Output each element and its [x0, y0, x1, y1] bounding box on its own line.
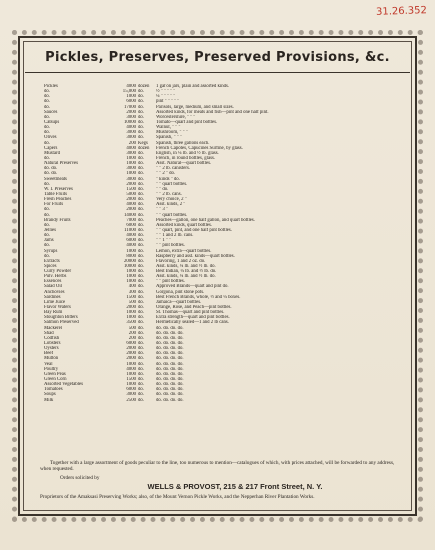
description: do. do. do. do.: [156, 330, 184, 336]
quantity: 5000: [126, 191, 136, 197]
quantity: 1000: [126, 171, 136, 177]
description: do. do. do. do.: [156, 366, 184, 372]
quantity: 10000: [124, 263, 136, 269]
description: Assorted kinds, quart bottles.: [156, 222, 213, 228]
title-rule: [25, 72, 410, 73]
product-name: Oysters: [44, 346, 59, 352]
description: Asst. kinds, ¼ lb. and ½ lb. do.: [156, 274, 216, 280]
quantity: 1500: [126, 377, 136, 383]
unit: do.: [138, 289, 144, 295]
description: " " 1 " ": [156, 238, 172, 244]
quantity: 3000: [126, 166, 136, 172]
description: do. do. do. do.: [156, 377, 184, 383]
product-name: Natural Preserves: [44, 161, 78, 167]
quantity: 2000: [126, 109, 136, 115]
unit: do.: [138, 351, 144, 357]
description: do. do. do. do.: [156, 351, 184, 357]
quantity: 6000: [126, 222, 136, 228]
description: Orange, Rose, and Peach—pint bottles.: [156, 305, 232, 311]
description: " " 2 lb. canisters.: [156, 166, 191, 172]
unit: do.: [138, 191, 144, 197]
unit: do.: [138, 125, 144, 131]
quantity: 20000: [124, 258, 136, 264]
quantity: 1000: [126, 315, 136, 321]
unit: do.: [138, 397, 144, 403]
unit: do.: [138, 243, 144, 249]
description: Very choice, 2 ": [156, 197, 187, 203]
product-name: Salmon Preserved: [44, 320, 79, 326]
product-name: do.: [44, 233, 50, 239]
unit: do.: [138, 248, 144, 254]
product-name: Lobsters: [44, 341, 61, 347]
description: Worcestershire, " " ": [156, 114, 196, 120]
product-name: do.: [44, 114, 50, 120]
unit: do.: [138, 371, 144, 377]
description: do. do. do. do.: [156, 392, 184, 398]
quantity: 10000: [124, 119, 136, 125]
unit: do.: [138, 197, 144, 203]
quantity: 4000: [126, 125, 136, 131]
description: " " 2 lb. cans.: [156, 191, 182, 197]
description: Walnut, " " ": [156, 125, 181, 131]
quantity: 2000: [126, 356, 136, 362]
product-name: do.: [44, 155, 50, 161]
quantity: 4000: [126, 84, 136, 89]
description: Best Indian, ¼ lb. and ½ lb. do.: [156, 269, 217, 275]
description: Asst. kinds, 2 ": [156, 202, 186, 208]
quantity: 1000: [126, 274, 136, 280]
description: Parisols, large, medium, and small sizes.: [156, 104, 234, 110]
unit: do.: [138, 335, 144, 341]
product-name: Pulv. Herbs: [44, 274, 67, 280]
product-name: Flavor Waters: [44, 305, 71, 311]
product-name: Assorted Vegetables: [44, 382, 83, 388]
description: " " pint bottles.: [156, 243, 185, 249]
description: " " quart, pint, and one half pint bottles.: [156, 227, 232, 233]
footer-block: [40, 460, 400, 500]
description: Spanish, " " ": [156, 135, 182, 141]
unit: do.: [138, 361, 144, 367]
quantity: 500: [128, 299, 136, 305]
unit: do.: [138, 392, 144, 398]
description: Spanish, three gallons each.: [156, 140, 210, 146]
quantity: 3000: [126, 130, 136, 136]
quantity: 2000: [126, 351, 136, 357]
unit: do.: [138, 320, 144, 326]
unit: do.: [138, 119, 144, 125]
archive-annotation: 31.26.352: [375, 5, 428, 18]
product-name: Salad Oil: [44, 284, 62, 290]
product-name: Poultry: [44, 366, 59, 372]
quantity: 4000: [126, 243, 136, 249]
product-name: Lime Juice: [44, 299, 66, 305]
description: do. do. do. do.: [156, 346, 184, 352]
unit: do.: [138, 171, 144, 177]
description: Assorted kinds, for meats and fish—pint and one half pint.: [156, 109, 269, 115]
product-name: Bay Rum: [44, 310, 63, 316]
unit: do.: [138, 166, 144, 172]
product-name: Table Fruits: [44, 191, 67, 197]
product-name: Mutton: [44, 356, 59, 362]
product-list: [44, 84, 399, 403]
quantity: 1000: [126, 155, 136, 161]
product-name: Olives: [44, 135, 57, 141]
quantity: 2000: [126, 346, 136, 352]
description: do. do. do. do.: [156, 325, 184, 331]
quantity: 1000: [126, 94, 136, 100]
unit: do.: [138, 161, 144, 167]
quantity: 400: [128, 284, 136, 290]
unit: do.: [138, 330, 144, 336]
quantity: 7000: [126, 217, 136, 223]
product-name: Spices: [44, 263, 57, 269]
product-name: do.: [44, 207, 50, 213]
description: " " quart bottles.: [156, 181, 188, 187]
description: 1 gal'on jars, plain and assorted kinds.: [156, 84, 230, 89]
quantity: 6000: [126, 341, 136, 347]
description: " " do.: [156, 186, 169, 192]
description: Mushroom, " " ": [156, 130, 188, 136]
product-name: do. do.: [44, 166, 58, 172]
quantity: 300: [128, 289, 136, 295]
product-name: do.: [44, 253, 50, 259]
unit: do.: [138, 387, 144, 393]
description: Asst. kinds, ¼ lb. and ½ lb. do.: [156, 263, 216, 269]
quantity: 1000: [126, 382, 136, 388]
product-name: do.: [44, 125, 50, 131]
unit: dozen: [138, 84, 150, 89]
description: pint " " " " ": [156, 99, 180, 105]
description: do. do. do. do.: [156, 356, 184, 362]
product-name: Sardines: [44, 294, 61, 300]
quantity: 6000: [126, 238, 136, 244]
description: French Capotes, Capucines Surfine, by glass.: [156, 145, 243, 151]
unit: do.: [138, 222, 144, 228]
product-name: Curry Powder: [44, 269, 72, 275]
quantity: 200: [128, 140, 136, 146]
unit: do.: [138, 227, 144, 233]
quantity: 2000: [126, 207, 136, 213]
unit: do.: [138, 130, 144, 136]
product-name: Mustard: [44, 150, 60, 156]
product-name: Codfish: [44, 335, 60, 341]
unit: do.: [138, 114, 144, 120]
product-name: Shad: [44, 330, 54, 336]
quantity: 1000: [126, 361, 136, 367]
product-name: Extracts: [44, 258, 60, 264]
quantity: 1500: [126, 294, 136, 300]
unit: do.: [138, 109, 144, 115]
product-name: Jellies: [44, 227, 56, 233]
product-name: do.: [44, 89, 50, 95]
unit: do.: [138, 253, 144, 259]
orders-line: Orders solicited by: [60, 474, 100, 481]
unit: do.: [138, 305, 144, 311]
quantity: 1000: [126, 310, 136, 316]
description: Jamaica—quart bottles.: [156, 299, 202, 305]
description: " kinds " do.: [156, 176, 180, 182]
proprietors-note: Proprietors of the Amaksasi Preserving Works; also, of the Mount Vernon Pickle Works, and the Nepperhan River Plantation Works.: [40, 494, 315, 501]
unit: do.: [138, 310, 144, 316]
description: do. do. do. do.: [156, 335, 184, 341]
quantity: 1000: [126, 371, 136, 377]
product-name: do.: [44, 94, 50, 100]
quantity: 3000: [126, 150, 136, 156]
quantity: 3500: [126, 320, 136, 326]
description: do. do. do. do.: [156, 382, 184, 388]
product-name: Anchovies: [44, 289, 65, 295]
unit: do.: [138, 104, 144, 110]
quantity: 2000: [126, 197, 136, 203]
unit: do.: [138, 299, 144, 305]
product-name: Catsups: [44, 119, 60, 125]
product-name: Brandy Fruits: [44, 217, 71, 223]
description: do. do. do. do.: [156, 341, 184, 347]
product-name: do.: [44, 222, 50, 228]
product-name: Essences: [44, 279, 62, 285]
unit: do.: [138, 94, 144, 100]
unit: do.: [138, 89, 144, 95]
unit: do.: [138, 217, 144, 223]
description: Peaches—gallon, one half gallon, and quart bottles.: [156, 217, 255, 223]
description: do. do. do. do.: [156, 387, 184, 393]
unit: do.: [138, 186, 144, 192]
description: " " 1 and 2 lb. cans.: [156, 233, 194, 239]
unit: do.: [138, 212, 144, 218]
quantity: 15,000: [122, 89, 136, 95]
description: Gorgona, pint stone pots.: [156, 289, 205, 295]
product-name: Fresh Peaches: [44, 197, 72, 203]
quantity: 14000: [124, 212, 136, 218]
quantity: 6000: [126, 99, 136, 105]
product-name: Beef: [44, 351, 54, 357]
description: Best French Brands, whole, ½ and ¼ boxes.: [156, 294, 241, 300]
quantity: 4000: [126, 202, 136, 208]
quantity: 1000: [126, 248, 136, 254]
quantity: 4000: [126, 145, 136, 151]
unit: do.: [138, 377, 144, 383]
unit: do.: [138, 382, 144, 388]
description: do. do. do. do.: [156, 361, 184, 367]
unit: do.: [138, 238, 144, 244]
product-name: do.: [44, 130, 50, 136]
unit: do.: [138, 356, 144, 362]
product-name: do. do.: [44, 171, 58, 177]
quantity: 4000: [126, 366, 136, 372]
quantity: 2000: [126, 181, 136, 187]
unit: do.: [138, 315, 144, 321]
description: Tomato—quart and pint bottles.: [156, 119, 218, 125]
product-name: Tomatoes: [44, 387, 63, 393]
product-name: W. I. Preserves: [44, 186, 73, 192]
product-name: do.: [44, 99, 50, 105]
unit: do.: [138, 99, 144, 105]
unit: do.: [138, 325, 144, 331]
product-name: For Fruits: [44, 202, 64, 208]
description: ¼ " " " " ": [156, 94, 176, 100]
unit: do.: [138, 284, 144, 290]
product-name: Mackerel: [44, 325, 63, 331]
quantity: 3000: [126, 176, 136, 182]
description: Raspberry and asst. kinds—quart bottles.: [156, 253, 235, 259]
description: do. do. do. do.: [156, 397, 184, 403]
quantity: 1000: [126, 269, 136, 275]
product-name: Capers: [44, 145, 58, 151]
description: English, in ¼ lb. and ½ lb. glass.: [156, 150, 219, 156]
quantity: 11000: [124, 227, 136, 233]
quantity: 2500: [126, 397, 136, 403]
product-name: do.: [44, 212, 50, 218]
description: Lemon, extra—quart bottles.: [156, 248, 212, 254]
quantity: 2000: [126, 305, 136, 311]
unit: do.: [138, 233, 144, 239]
description: do. do. do. do.: [156, 371, 184, 377]
quantity: 500: [128, 325, 136, 331]
unit: dozen: [138, 145, 150, 151]
product-name: Jams: [44, 238, 54, 244]
quantity: 8000: [126, 253, 136, 259]
quantity: 3000: [126, 135, 136, 141]
list-item: [44, 398, 399, 403]
description: " " 3 ": [156, 207, 168, 213]
quantity: 3000: [126, 114, 136, 120]
unit: do.: [138, 258, 144, 264]
quantity: 200: [128, 330, 136, 336]
unit: do.: [138, 341, 144, 347]
product-name: do.: [44, 104, 50, 110]
description: Extra strength—quart and pint bottles.: [156, 315, 230, 321]
product-name: Pickles: [44, 84, 58, 89]
description: " " 2 " do.: [156, 171, 176, 177]
unit: Kegs: [138, 140, 148, 146]
product-name: Milk: [44, 397, 54, 403]
product-name: Syrups: [44, 248, 58, 254]
unit: do.: [138, 274, 144, 280]
quantity: 1000: [126, 161, 136, 167]
firm-name: WELLS & PROVOST, 215 & 217 Front Street, N. Y.: [147, 481, 323, 491]
unit: do.: [138, 181, 144, 187]
unit: do.: [138, 176, 144, 182]
description: French, in round bottles, glass.: [156, 155, 216, 161]
unit: do.: [138, 366, 144, 372]
unit: do.: [138, 269, 144, 275]
footer-intro: Together with a large assortment of goods peculiar to the line, too numerous to mention—catalogues of which, with prices attached, will be forwarded to any address, when requested.: [40, 460, 395, 473]
unit: do.: [138, 294, 144, 300]
product-name: Green Corn: [44, 377, 67, 383]
quantity: 17000: [124, 104, 136, 110]
description: Hermetically sealed—1 and 2 lb cans.: [156, 320, 229, 326]
product-name: Stoughton Bitters: [44, 315, 78, 321]
product-name: Sauces: [44, 109, 58, 115]
product-name: do.: [44, 181, 50, 187]
unit: do.: [138, 279, 144, 285]
quantity: 1000: [126, 279, 136, 285]
product-name: Soups: [44, 392, 56, 398]
quantity: 1500: [126, 186, 136, 192]
unit: do.: [138, 207, 144, 213]
quantity: 3000: [126, 392, 136, 398]
unit: do.: [138, 263, 144, 269]
product-name: Sweetmeats: [44, 176, 67, 182]
description: " " pint bottles.: [156, 279, 185, 285]
product-name: Veal: [44, 361, 53, 367]
description: Approved Brands—quart and pint do.: [156, 284, 229, 290]
quantity: 4000: [126, 233, 136, 239]
description: Asst. Natural—quart bottles.: [156, 161, 212, 167]
description: St. Thomas—quart and pint bottles.: [156, 310, 225, 316]
product-name: Green Peas: [44, 371, 66, 377]
quantity: 6000: [126, 387, 136, 393]
unit: do.: [138, 155, 144, 161]
unit: do.: [138, 202, 144, 208]
description: " " quart bottles.: [156, 212, 188, 218]
description: Flavoring, 1 and 2 oz. do.: [156, 258, 206, 264]
page-title: Pickles, Preserves, Preserved Provisions, &c.: [45, 50, 390, 65]
quantity: 200: [128, 335, 136, 341]
unit: do.: [138, 346, 144, 352]
unit: do.: [138, 150, 144, 156]
product-name: do.: [44, 140, 50, 146]
product-name: do.: [44, 243, 50, 249]
unit: do.: [138, 135, 144, 141]
description: ½ " " " " ": [156, 89, 176, 95]
